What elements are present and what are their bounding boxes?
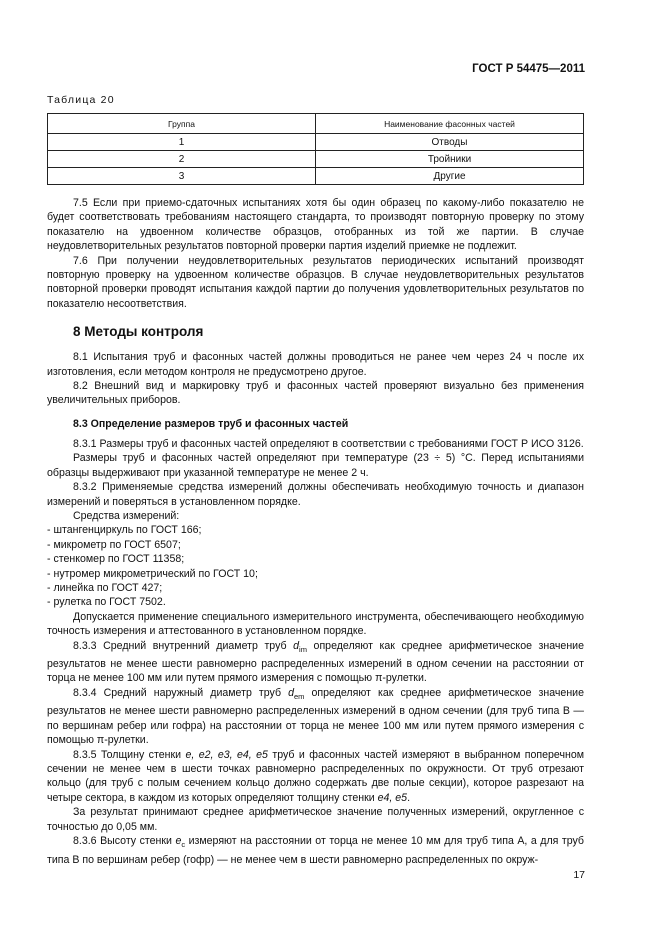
paragraph-8-3-3: 8.3.3 Средний внутренний диаметр труб $d_{im}$ определяют как среднее арифметическое значение результатов не менее шести равномерно распределенных измерений в одном сечении на расстоянии от торца не менее 100 мм или путем прямого измерения с помощью π-рулетки.: [47, 639, 584, 685]
symbol-e: e: [175, 835, 182, 848]
subscript-em: em: [294, 692, 305, 701]
table-cell: 1: [48, 134, 316, 151]
table-cell: 2: [48, 151, 316, 168]
column-header-group: Группа: [48, 114, 316, 134]
table-cell: Отводы: [316, 134, 584, 151]
page-number: 17: [573, 869, 585, 881]
subscript-im: im: [299, 644, 307, 654]
list-item: - нутромер микрометрический по ГОСТ 10;: [47, 567, 258, 580]
symbol-d: d: [288, 686, 295, 699]
table-cell: Тройники: [316, 151, 584, 168]
list-item: - микрометр по ГОСТ 6507;: [47, 538, 181, 551]
document-body: [47, 196, 584, 867]
table-caption: Таблица 20: [47, 94, 115, 106]
paragraph-7-5: 7.5 Если при приемо-сдаточных испытаниях хотя бы один образец по какому-либо показателю не будет соответствовать требованиям настоящего стандарта, то производят повторную проверку по этому показателю на удвоенном количестве образцов, отобранных из той же партии. В случае неудовлетворительных результатов повторной проверки партия изделий приемке не подлежит.: [47, 197, 584, 253]
symbol-d: d: [293, 639, 300, 652]
subscript-c: c: [181, 840, 186, 850]
paragraph-7-6: 7.6 При получении неудовлетворительных результатов периодических испытаний производят повторную проверку на удвоенном количестве образцов. В случае неудовлетворительных результатов повторной проверки проводят испытания каждой партии до получения удовлетворительных результатов по показателю несоответствия.: [47, 254, 584, 310]
list-item: - линейка по ГОСТ 427;: [47, 581, 163, 594]
section-8-title: 8 Методы контроля: [73, 324, 204, 340]
list-item: - стенкомер по ГОСТ 11358;: [47, 553, 185, 566]
subsection-8-3-title: 8.3 Определение размеров труб и фасонных частей: [73, 417, 349, 430]
table-header-row: [48, 114, 584, 134]
symbol-e-list: e, e2, e3, e4, e5: [185, 748, 268, 761]
paragraph-8-3-1-temperature: Размеры труб и фасонных частей определяют при температуре (23 ÷ 5) °С. Перед испытаниями образцы выдерживают при указанной температуре не менее 2 ч.: [47, 452, 584, 479]
list-item: - штангенциркуль по ГОСТ 166;: [47, 524, 202, 537]
paragraph-8-3-6: 8.3.6 Высоту стенки $e_c$ измеряют на расстоянии от торца не менее 10 мм для труб типа А, а для труб типа В по вершинам ребер (гофр) — не менее чем в шести равномерно распределенных по окруж-: [47, 835, 584, 866]
tools-intro: Средства измерений:: [73, 509, 180, 522]
paragraph-8-3-1: 8.3.1 Размеры труб и фасонных частей определяют в соответствии с требованиями ГОСТ Р ИСО 3126.: [73, 437, 584, 450]
table-cell: Другие: [316, 168, 584, 185]
table-20: [47, 113, 584, 185]
table-row: [48, 168, 584, 185]
paragraph-8-3-2: 8.3.2 Применяемые средства измерений должны обеспечивать необходимую точность и диапазон измерений и поверяться в установленном порядке.: [47, 481, 584, 508]
table-row: [48, 134, 584, 151]
paragraph-8-1: 8.1 Испытания труб и фасонных частей должны проводиться не ранее чем через 24 ч после их изготовления, если методом контроля не предусмотрено другое.: [47, 351, 584, 378]
paragraph-8-3-5: 8.3.5 Толщину стенки e, e2, e3, e4, e5 труб и фасонных частей измеряют в выбранном поперечном сечении не менее чем в шести точках равномерно распределенных по окружности. От труб отрезают кольцо (для труб с полым сечением кольцо должно содержать две полые секции), которое разрезают на четыре сектора, в каждом из которых определяют толщину стенки e4, e5.: [47, 748, 585, 804]
list-item: - рулетка по ГОСТ 7502.: [47, 596, 166, 609]
standard-header: ГОСТ Р 54475—2011: [472, 63, 585, 75]
paragraph-result: За результат принимают среднее арифметическое значение полученных измерений, округленное с точностью до 0,05 мм.: [47, 806, 584, 833]
column-header-name: Наименование фасонных частей: [316, 114, 584, 134]
paragraph-special-tools: Допускается применение специального измерительного инструмента, обеспечивающего необходимую точность измерения и аттестованного в установленном порядке.: [47, 610, 584, 638]
paragraph-8-3-4: 8.3.4 Средний наружный диаметр труб $d_{em}$ определяют как среднее арифметическое значение результатов не менее шести равномерно распределенных измерений в одном сечении (для труб типа В — по вершинам ребер или гофра) на расстоянии от торца не менее 100 мм или путем прямого измерения с помощью π-рулетки.: [47, 686, 584, 747]
table-cell: 3: [48, 168, 316, 185]
paragraph-8-2: 8.2 Внешний вид и маркировку труб и фасонных частей проверяют визуально без применения увеличительных приборов.: [47, 380, 584, 407]
table-row: [48, 151, 584, 168]
symbol-e4-e5: e4, e5: [377, 791, 408, 804]
